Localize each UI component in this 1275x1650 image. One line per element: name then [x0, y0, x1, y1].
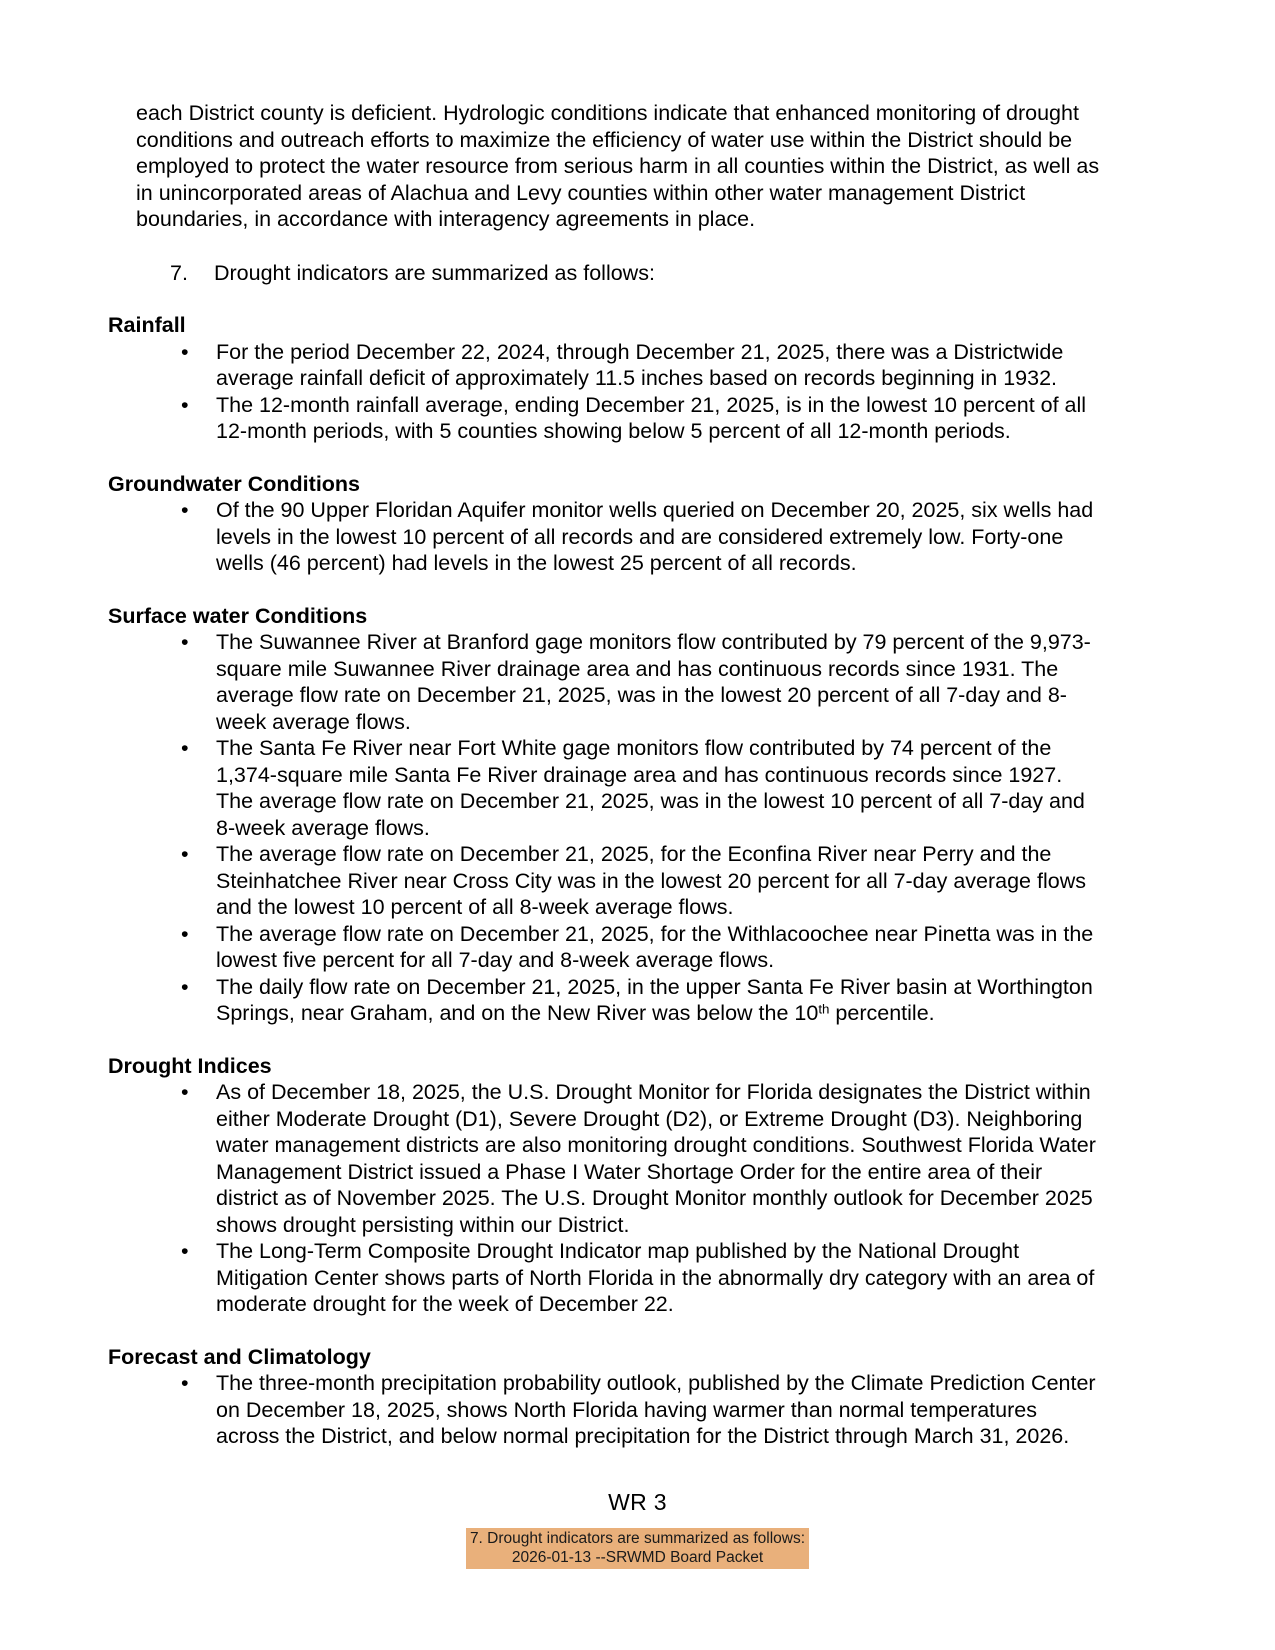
numbered-item-7 [136, 233, 1104, 287]
footer-caption-box [0, 1528, 1275, 1569]
list-item: • The Santa Fe River near Fort White gage monitors flow contributed by 74 percent of the 1,374-square mile Santa Fe River drainage area and has continuous records since 1927. The average flow rate on December 21, 2025, was in the lowest 10 percent of all 7-day and 8-week average flows. [136, 735, 1104, 841]
document-content [108, 100, 1104, 1450]
section-heading-surface-water-conditions: Surface water Conditions [108, 603, 368, 628]
footer-caption-highlight [466, 1528, 809, 1569]
bullet-list-groundwater-conditions [136, 497, 1104, 577]
list-item: • Of the 90 Upper Floridan Aquifer monitor wells queried on December 20, 2025, six wells had levels in the lowest 10 percent of all records and are considered extremely low. Forty-one wells (46 percent) had levels in the lowest 25 percent of all records. [136, 497, 1104, 577]
section-heading-forecast-and-climatology: Forecast and Climatology [108, 1344, 371, 1369]
list-item: • The Suwannee River at Branford gage monitors flow contributed by 79 percent of the 9,973-square mile Suwannee River drainage area and has continuous records since 1931. The average flow rate on December 21, 2025, was in the lowest 20 percent of all 7-day and 8-week average flows. [136, 629, 1104, 735]
list-item: • The average flow rate on December 21, 2025, for the Withlacoochee near Pinetta was in the lowest five percent for all 7-day and 8-week average flows. [136, 921, 1104, 974]
list-item: • For the period December 22, 2024, through December 21, 2025, there was a Districtwide average rainfall deficit of approximately 11.5 inches based on records beginning in 1932. [136, 339, 1104, 392]
bullet-list-drought-indices [136, 1079, 1104, 1318]
bullet-list-rainfall [136, 339, 1104, 445]
intro-paragraph: each District county is deficient. Hydrologic conditions indicate that enhanced monitoring of drought conditions and outreach efforts to maximize the efficiency of water use within the District should be employed to protect the water resource from serious harm in all counties within the District, as well as in unincorporated areas of Alachua and Levy counties within other water management District boundaries, in accordance with interagency agreements in place. [136, 101, 1100, 231]
list-item-with-superscript [136, 974, 1104, 1027]
numbered-item-text: Drought indicators are summarized as follows: [214, 260, 655, 285]
list-item: • The 12-month rainfall average, ending December 21, 2025, is in the lowest 10 percent of all 12-month periods, with 5 counties showing below 5 percent of all 12-month periods. [136, 392, 1104, 445]
ordinal-superscript: th [818, 1001, 830, 1017]
section-heading-drought-indices: Drought Indices [108, 1053, 272, 1078]
footer-caption-line-1: 7. Drought indicators are summarized as follows: [469, 1530, 806, 1547]
list-item: • The Long-Term Composite Drought Indicator map published by the National Drought Mitigation Center shows parts of North Florida in the abnormally dry category with an area of moderate drought for the week of December 22. [136, 1238, 1104, 1318]
list-item-text-before: The daily flow rate on December 21, 2025, in the upper Santa Fe River basin at Worthington Springs, near Graham, and on the New River was below the 10 [216, 974, 1093, 1025]
bullet-list-surface-water-conditions [136, 629, 1104, 1027]
page-number-label: WR 3 [608, 1489, 667, 1515]
footer-caption-line-2: 2026-01-13 --SRWMD Board Packet [511, 1549, 764, 1566]
page-footer [0, 1488, 1275, 1516]
numbered-item-number: 7. [170, 260, 188, 285]
section-heading-rainfall: Rainfall [108, 313, 186, 337]
section-heading-groundwater-conditions: Groundwater Conditions [108, 471, 361, 496]
list-item: • The three-month precipitation probability outlook, published by the Climate Prediction Center on December 18, 2025, shows North Florida having warmer than normal temperatures across the District, and below normal precipitation for the District through March 31, 2026. [136, 1370, 1104, 1450]
list-item-text-after: percentile. [829, 1001, 935, 1025]
list-item: • The average flow rate on December 21, 2025, for the Econfina River near Perry and the Steinhatchee River near Cross City was in the lowest 20 percent for all 7-day average flows and the lowest 10 percent of all 8-week average flows. [136, 841, 1104, 921]
list-item: • As of December 18, 2025, the U.S. Drought Monitor for Florida designates the District within either Moderate Drought (D1), Severe Drought (D2), or Extreme Drought (D3). Neighboring water management districts are also monitoring drought conditions. Southwest Florida Water Management District issued a Phase I Water Shortage Order for the entire area of their district as of November 2025. The U.S. Drought Monitor monthly outlook for December 2025 shows drought persisting within our District. [136, 1079, 1104, 1238]
bullet-list-forecast-and-climatology [136, 1370, 1104, 1450]
